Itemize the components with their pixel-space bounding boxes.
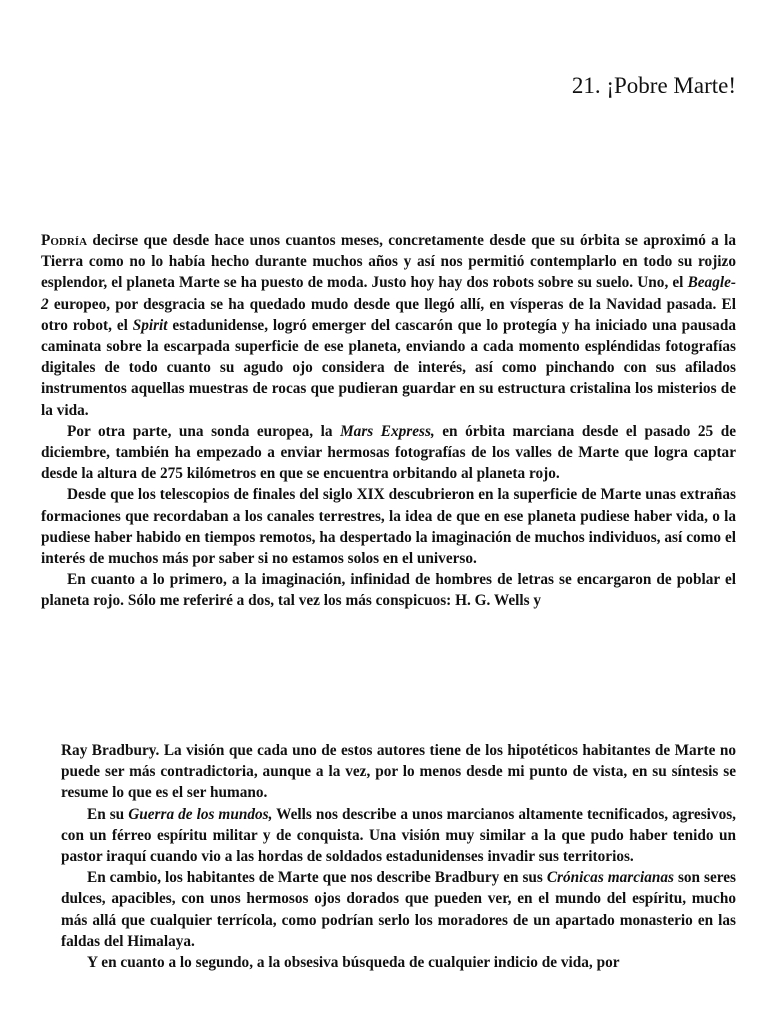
text-run: decirse que desde hace unos cuantos meses, concretamente desde que su órbita se aproximó a la Tierra como no lo había hecho durante muchos años y así nos permitió contemplarlo en todo su rojizo esplendor, el planeta Marte se ha puesto de moda. Justo hoy hay dos robots sobre su suelo. Uno, el — [41, 232, 736, 292]
paragraph: Ray Bradbury. La visión que cada uno de estos autores tiene de los hipotéticos habitantes de Marte no puede ser más contradictoria, aunque a la vez, por lo menos desde mi punto de vista, en su síntesis se resume lo que es el ser humano. — [61, 742, 736, 802]
italic-run: Mars Express, — [340, 422, 435, 440]
italic-run: Crónicas marcianas — [546, 869, 675, 887]
italic-run: Beagle-2 — [41, 274, 736, 313]
text-block-upper — [41, 230, 736, 612]
text-run: son seres dulces, apacibles, con unos hermosos ojos dorados que pueden ver, en el mundo del espíritu, mucho más allá que cualquier terrícola, como podrían serlo los moradores de un apartado monasterio en las faldas del Himalaya. — [61, 869, 736, 950]
text-run: en órbita marciana desde el pasado 25 de diciembre, también ha empezado a enviar hermosas fotografías de los valles de Marte que logra captar desde la altura de 275 kilómetros en que se encuentra orbitando al planeta rojo. — [41, 422, 737, 483]
text-run: Por otra parte, una sonda europea, la — [67, 422, 341, 440]
text-run: En su — [87, 805, 129, 823]
chapter-title: 21. ¡Pobre Marte! — [571, 73, 736, 98]
paragraph — [61, 804, 736, 868]
text-run: Wells nos describe a unos marcianos altamente tecnificados, agresivos, con un férreo espíritu militar y de conquista. Una visión muy similar a la que pudo haber tenido un pastor iraquí cuando vio a las hordas de soldados estadunidenses invadir sus territorios. — [61, 805, 736, 866]
text-run: estadunidense, logró emerger del cascarón que lo protegía y ha iniciado una pausada caminata sobre la escarpada superficie de ese planeta, enviando a cada momento espléndidas fotografías digitales de todo cuanto su agudo ojo considera de interés, así como pinchando con sus afilados instrumentos aquellas muestras de rocas que pudieran guardar en su estructura cristalina los misterios de la vida. — [41, 316, 736, 419]
text-run: En cambio, los habitantes de Marte que nos describe Bradbury en sus — [87, 869, 547, 887]
paragraph: En cuanto a lo primero, a la imaginación, infinidad de hombres de letras se encargaron de poblar el planeta rojo. Sólo me referiré a dos, tal vez los más conspicuos: H. G. Wells y — [41, 571, 736, 610]
lead-word: Podría — [41, 232, 88, 249]
paragraph — [41, 230, 736, 421]
paragraph — [41, 421, 736, 485]
text-run: europeo, por desgracia se ha quedado mudo desde que llegó allí, en vísperas de la Navidad pasada. El otro robot, el — [41, 295, 736, 334]
paragraph: Desde que los telescopios de finales del siglo XIX descubrieron en la superficie de Marte unas extrañas formaciones que recordaban a los canales terrestres, la idea de que en ese planeta pudiese haber vida, o la pudiese haber habido en tiempos remotos, ha despertado la imaginación de muchos individuos, así como el interés de muchos más por saber si no estamos solos en el universo. — [41, 486, 736, 568]
paragraph: Y en cuanto a lo segundo, a la obsesiva búsqueda de cualquier indicio de vida, por — [87, 954, 620, 972]
italic-run: Spirit — [132, 316, 168, 334]
text-block-lower — [61, 740, 736, 973]
italic-run: Guerra de los mundos, — [128, 805, 273, 823]
paragraph — [61, 867, 736, 952]
